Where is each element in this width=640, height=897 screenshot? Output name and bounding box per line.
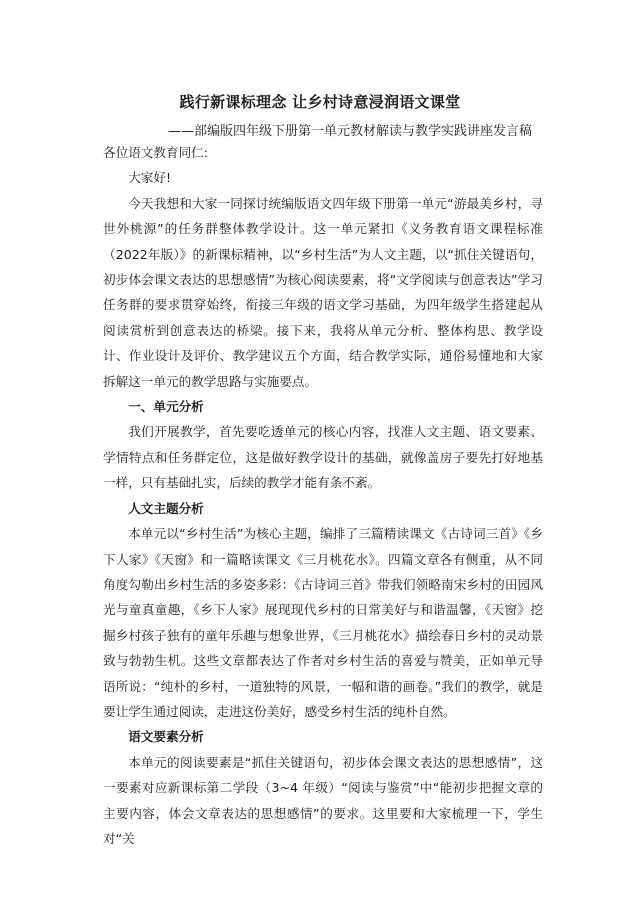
subheading-language-elements: 语文要素分析 — [128, 729, 204, 745]
document-title: 践行新课标理念 让乡村诗意浸润语文课堂 — [179, 93, 461, 111]
humanistic-theme-paragraph: 本单元以“乡村生活”为核心主题，编排了三篇精读课文《古诗词三首》《乡下人家》《天窗》和一篇略读课文《三月桃花水》。四篇文章各有侧重，从不同角度勾勒出乡村生活的多姿多彩：《古诗词三首》带我们领略南宋乡村的田园风光与童真童趣，《乡下人家》展现现代乡村的日常美好与和谐温馨，《天窗》挖掘乡村孩子独有的童年乐趣与想象世界，《三月桃花水》描绘春日乡村的灵动景致与勃勃生机。这些文章都表达了作者对乡村生活的喜爱与赞美，正如单元导语所说：“纯朴的乡村，一道独特的风景，一幅和谐的画卷。”我们的教学，就是要让学生通过阅读，走进这份美好，感受乡村生活的纯朴自然。 — [103, 526, 543, 719]
section-heading-unit-analysis: 一、单元分析 — [128, 399, 204, 415]
language-elements-paragraph: 本单元的阅读要素是“抓住关键语句，初步体会课文表达的思想感情”，这一要素对应新课标第二学段（3~4 年级）“阅读与鉴赏”中“能初步把握文章的主要内容，体会文章表达的思想感情”的要求。这里要和大家梳理一下，学生对“关 — [103, 754, 543, 846]
greeting: 大家好! — [128, 170, 172, 186]
document-subtitle: ——部编版四年级下册第一单元教材解读与教学实践讲座发言稿 — [168, 124, 533, 139]
salutation: 各位语文教育同仁: — [103, 145, 208, 160]
unit-analysis-paragraph: 我们开展教学，首先要吃透单元的核心内容，找准人文主题、语文要素、学情特点和任务群定位，这是做好教学设计的基础，就像盖房子要先打好地基一样，只有基础扎实，后续的教学才能有条不紊。 — [103, 424, 543, 491]
intro-paragraph: 今天我想和大家一同探讨统编版语文四年级下册第一单元“游最美乡村，寻世外桃源”的任务群整体教学设计。这一单元紧扣《义务教育语文课程标准（2022年版）》的新课标精神，以“乡村生活”为人文主题，以“抓住关键语句，初步体会课文表达的思想感情”为核心阅读要素，将“文学阅读与创意表达”学习任务群的要求贯穿始终，衔接三年级的语文学习基础，为四年级学生搭建起从阅读赏析到创意表达的桥梁。接下来，我将从单元分析、整体构思、教学设计、作业设计及评价、教学建议五个方面，结合教学实际，通俗易懂地和大家拆解这一单元的教学思路与实施要点。 — [103, 195, 543, 389]
subheading-humanistic-theme: 人文主题分析 — [128, 500, 204, 516]
document-body — [103, 140, 543, 851]
